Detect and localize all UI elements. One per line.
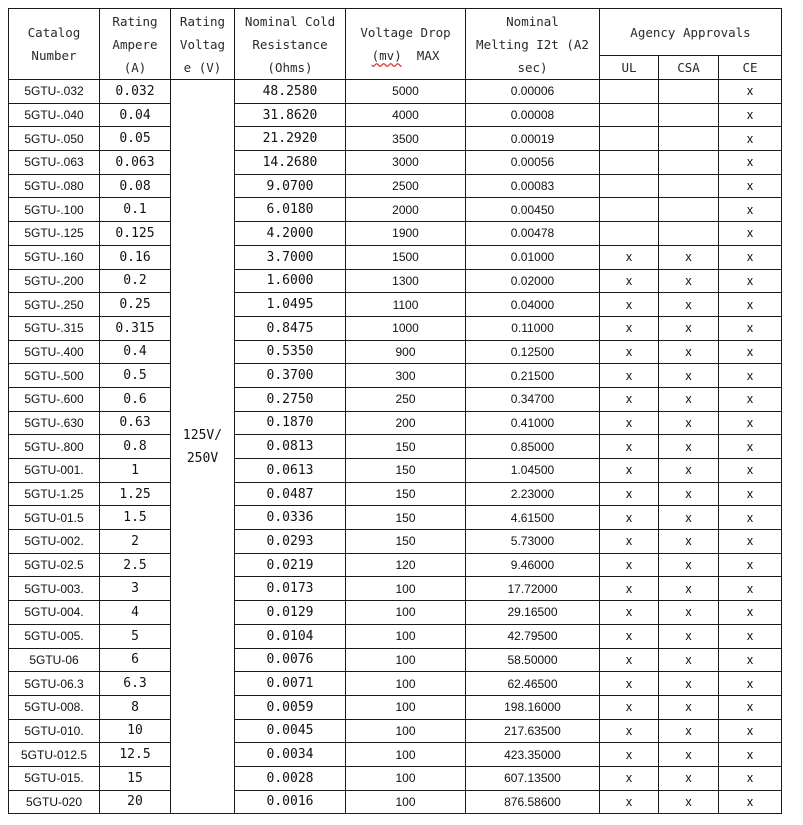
cold-resistance-cell: 0.0219 <box>235 553 346 577</box>
ce-approval-cell: x <box>719 743 782 767</box>
table-row <box>9 269 782 293</box>
rating-ampere-cell: 0.25 <box>100 293 171 317</box>
melting-cell: 4.61500 <box>466 506 600 530</box>
table-row <box>9 672 782 696</box>
catalog-number-cell: 5GTU-.050 <box>9 127 100 151</box>
catalog-number-cell: 5GTU-008. <box>9 695 100 719</box>
ce-approval-cell: x <box>719 648 782 672</box>
melting-cell: 876.58600 <box>466 790 600 814</box>
rating-ampere-cell: 12.5 <box>100 743 171 767</box>
rating-ampere-cell: 4 <box>100 601 171 625</box>
ce-approval-cell: x <box>719 103 782 127</box>
header-catalog-number: Catalog Number <box>9 9 100 80</box>
rating-ampere-cell: 10 <box>100 719 171 743</box>
ul-approval-cell: x <box>600 672 659 696</box>
csa-approval-cell: x <box>659 743 719 767</box>
ul-approval-cell <box>600 151 659 175</box>
catalog-number-cell: 5GTU-.250 <box>9 293 100 317</box>
catalog-number-cell: 5GTU-.800 <box>9 435 100 459</box>
catalog-number-cell: 5GTU-02.5 <box>9 553 100 577</box>
cold-resistance-cell: 48.2580 <box>235 80 346 104</box>
csa-approval-cell: x <box>659 459 719 483</box>
melting-cell: 0.00083 <box>466 174 600 198</box>
rating-ampere-cell: 0.032 <box>100 80 171 104</box>
catalog-number-cell: 5GTU-015. <box>9 766 100 790</box>
ce-approval-cell: x <box>719 672 782 696</box>
cold-resistance-cell: 14.2680 <box>235 151 346 175</box>
cold-resistance-cell: 0.0016 <box>235 790 346 814</box>
melting-cell: 0.02000 <box>466 269 600 293</box>
melting-cell: 0.00008 <box>466 103 600 127</box>
table-row <box>9 743 782 767</box>
melting-cell: 2.23000 <box>466 482 600 506</box>
csa-approval-cell <box>659 103 719 127</box>
table-row <box>9 648 782 672</box>
voltage-drop-cell: 1300 <box>346 269 466 293</box>
melting-cell: 9.46000 <box>466 553 600 577</box>
rating-ampere-cell: 15 <box>100 766 171 790</box>
melting-cell: 5.73000 <box>466 530 600 554</box>
voltage-drop-cell: 250 <box>346 387 466 411</box>
ce-approval-cell: x <box>719 198 782 222</box>
ce-approval-cell: x <box>719 482 782 506</box>
ul-approval-cell: x <box>600 340 659 364</box>
csa-approval-cell: x <box>659 293 719 317</box>
voltage-drop-cell: 100 <box>346 648 466 672</box>
table-row <box>9 790 782 814</box>
cold-resistance-cell: 0.0071 <box>235 672 346 696</box>
rating-ampere-cell: 0.4 <box>100 340 171 364</box>
table-row <box>9 506 782 530</box>
table-row <box>9 245 782 269</box>
melting-cell: 0.01000 <box>466 245 600 269</box>
ul-approval-cell: x <box>600 506 659 530</box>
ul-approval-cell <box>600 80 659 104</box>
rating-ampere-cell: 0.6 <box>100 387 171 411</box>
catalog-number-cell: 5GTU-.200 <box>9 269 100 293</box>
table-row <box>9 435 782 459</box>
catalog-number-cell: 5GTU-001. <box>9 459 100 483</box>
catalog-number-cell: 5GTU-003. <box>9 577 100 601</box>
rating-ampere-cell: 1.5 <box>100 506 171 530</box>
catalog-number-cell: 5GTU-.630 <box>9 411 100 435</box>
csa-approval-cell <box>659 174 719 198</box>
rating-ampere-cell: 1.25 <box>100 482 171 506</box>
catalog-number-cell: 5GTU-.160 <box>9 245 100 269</box>
catalog-number-cell: 5GTU-012.5 <box>9 743 100 767</box>
rating-ampere-cell: 0.063 <box>100 151 171 175</box>
melting-cell: 17.72000 <box>466 577 600 601</box>
voltage-drop-cell: 100 <box>346 672 466 696</box>
voltage-drop-cell: 2000 <box>346 198 466 222</box>
melting-cell: 62.46500 <box>466 672 600 696</box>
table-row <box>9 577 782 601</box>
csa-approval-cell: x <box>659 506 719 530</box>
ce-approval-cell: x <box>719 269 782 293</box>
ul-approval-cell: x <box>600 269 659 293</box>
voltage-drop-cell: 100 <box>346 743 466 767</box>
cold-resistance-cell: 0.0076 <box>235 648 346 672</box>
csa-approval-cell: x <box>659 387 719 411</box>
melting-cell: 0.85000 <box>466 435 600 459</box>
ce-approval-cell: x <box>719 316 782 340</box>
melting-cell: 29.16500 <box>466 601 600 625</box>
cold-resistance-cell: 0.0059 <box>235 695 346 719</box>
voltage-drop-cell: 150 <box>346 459 466 483</box>
csa-approval-cell <box>659 198 719 222</box>
voltage-drop-unit: (mv) <box>371 48 402 63</box>
voltage-drop-cell: 2500 <box>346 174 466 198</box>
ul-approval-cell: x <box>600 530 659 554</box>
rating-ampere-cell: 0.16 <box>100 245 171 269</box>
table-row <box>9 80 782 104</box>
rating-ampere-cell: 6.3 <box>100 672 171 696</box>
voltage-drop-cell: 100 <box>346 601 466 625</box>
ul-approval-cell: x <box>600 553 659 577</box>
ce-approval-cell: x <box>719 411 782 435</box>
voltage-drop-cell: 3500 <box>346 127 466 151</box>
cold-resistance-cell: 9.0700 <box>235 174 346 198</box>
csa-approval-cell: x <box>659 719 719 743</box>
melting-cell: 0.00056 <box>466 151 600 175</box>
ce-approval-cell: x <box>719 553 782 577</box>
cold-resistance-cell: 0.0613 <box>235 459 346 483</box>
table-row <box>9 624 782 648</box>
ul-approval-cell: x <box>600 601 659 625</box>
melting-cell: 0.00478 <box>466 222 600 246</box>
ul-approval-cell: x <box>600 364 659 388</box>
ul-approval-cell <box>600 103 659 127</box>
catalog-number-cell: 5GTU-.600 <box>9 387 100 411</box>
ul-approval-cell <box>600 198 659 222</box>
catalog-number-cell: 5GTU-.500 <box>9 364 100 388</box>
table-row <box>9 459 782 483</box>
rating-ampere-cell: 0.2 <box>100 269 171 293</box>
header-rating-voltage: Rating Voltag e (V) <box>171 9 235 80</box>
voltage-drop-cell: 5000 <box>346 80 466 104</box>
header-voltage-drop: Voltage Drop (mv) MAX <box>346 9 466 80</box>
rating-ampere-cell: 0.5 <box>100 364 171 388</box>
ce-approval-cell: x <box>719 127 782 151</box>
ul-approval-cell: x <box>600 766 659 790</box>
voltage-drop-cell: 900 <box>346 340 466 364</box>
csa-approval-cell <box>659 127 719 151</box>
rating-ampere-cell: 2.5 <box>100 553 171 577</box>
csa-approval-cell: x <box>659 648 719 672</box>
catalog-number-cell: 5GTU-004. <box>9 601 100 625</box>
csa-approval-cell: x <box>659 624 719 648</box>
catalog-number-cell: 5GTU-.400 <box>9 340 100 364</box>
ul-approval-cell: x <box>600 648 659 672</box>
ce-approval-cell: x <box>719 719 782 743</box>
ce-approval-cell: x <box>719 766 782 790</box>
ce-approval-cell: x <box>719 80 782 104</box>
ul-approval-cell: x <box>600 743 659 767</box>
ce-approval-cell: x <box>719 387 782 411</box>
voltage-drop-cell: 1900 <box>346 222 466 246</box>
ce-approval-cell: x <box>719 340 782 364</box>
ce-approval-cell: x <box>719 435 782 459</box>
voltage-drop-cell: 3000 <box>346 151 466 175</box>
cold-resistance-cell: 0.0336 <box>235 506 346 530</box>
csa-approval-cell: x <box>659 340 719 364</box>
header-rating-ampere: Rating Ampere (A) <box>100 9 171 80</box>
rating-ampere-cell: 20 <box>100 790 171 814</box>
rating-ampere-cell: 0.04 <box>100 103 171 127</box>
voltage-drop-cell: 1000 <box>346 316 466 340</box>
voltage-drop-max: MAX <box>416 48 440 63</box>
table-row <box>9 198 782 222</box>
catalog-number-cell: 5GTU-005. <box>9 624 100 648</box>
csa-approval-cell <box>659 151 719 175</box>
cold-resistance-cell: 0.0487 <box>235 482 346 506</box>
ul-approval-cell: x <box>600 624 659 648</box>
cold-resistance-cell: 0.1870 <box>235 411 346 435</box>
csa-approval-cell: x <box>659 411 719 435</box>
ce-approval-cell: x <box>719 577 782 601</box>
catalog-number-cell: 5GTU-01.5 <box>9 506 100 530</box>
ul-approval-cell: x <box>600 719 659 743</box>
voltage-drop-cell: 300 <box>346 364 466 388</box>
csa-approval-cell: x <box>659 577 719 601</box>
rating-ampere-cell: 0.05 <box>100 127 171 151</box>
table-row <box>9 103 782 127</box>
ul-approval-cell <box>600 174 659 198</box>
ce-approval-cell: x <box>719 530 782 554</box>
csa-approval-cell: x <box>659 364 719 388</box>
cold-resistance-cell: 0.0293 <box>235 530 346 554</box>
csa-approval-cell: x <box>659 245 719 269</box>
rating-ampere-cell: 3 <box>100 577 171 601</box>
voltage-drop-cell: 1100 <box>346 293 466 317</box>
header-ce: CE <box>719 56 782 80</box>
ce-approval-cell: x <box>719 245 782 269</box>
rating-ampere-cell: 8 <box>100 695 171 719</box>
melting-cell: 0.12500 <box>466 340 600 364</box>
cold-resistance-cell: 0.0045 <box>235 719 346 743</box>
rating-ampere-cell: 0.8 <box>100 435 171 459</box>
cold-resistance-cell: 0.5350 <box>235 340 346 364</box>
ul-approval-cell: x <box>600 245 659 269</box>
catalog-number-cell: 5GTU-002. <box>9 530 100 554</box>
csa-approval-cell <box>659 222 719 246</box>
table-row <box>9 766 782 790</box>
voltage-drop-cell: 100 <box>346 624 466 648</box>
melting-cell: 42.79500 <box>466 624 600 648</box>
table-row <box>9 411 782 435</box>
ce-approval-cell: x <box>719 790 782 814</box>
cold-resistance-cell: 6.0180 <box>235 198 346 222</box>
rating-ampere-cell: 0.1 <box>100 198 171 222</box>
ce-approval-cell: x <box>719 624 782 648</box>
melting-cell: 0.00450 <box>466 198 600 222</box>
catalog-number-cell: 5GTU-010. <box>9 719 100 743</box>
csa-approval-cell: x <box>659 316 719 340</box>
catalog-number-cell: 5GTU-.032 <box>9 80 100 104</box>
melting-cell: 423.35000 <box>466 743 600 767</box>
voltage-drop-cell: 150 <box>346 482 466 506</box>
table-row <box>9 293 782 317</box>
fuse-spec-table <box>8 8 782 814</box>
ul-approval-cell: x <box>600 459 659 483</box>
ul-approval-cell: x <box>600 411 659 435</box>
voltage-drop-cell: 150 <box>346 506 466 530</box>
voltage-drop-cell: 120 <box>346 553 466 577</box>
table-row <box>9 601 782 625</box>
voltage-drop-cell: 100 <box>346 577 466 601</box>
ul-approval-cell: x <box>600 293 659 317</box>
ul-approval-cell: x <box>600 435 659 459</box>
table-row <box>9 695 782 719</box>
cold-resistance-cell: 0.0034 <box>235 743 346 767</box>
table-row <box>9 340 782 364</box>
csa-approval-cell: x <box>659 435 719 459</box>
rating-voltage-cell: 125V/ 250V <box>171 80 235 814</box>
rating-ampere-cell: 6 <box>100 648 171 672</box>
cold-resistance-cell: 0.2750 <box>235 387 346 411</box>
table-body <box>9 80 782 814</box>
table-row <box>9 553 782 577</box>
melting-cell: 0.34700 <box>466 387 600 411</box>
csa-approval-cell: x <box>659 790 719 814</box>
catalog-number-cell: 5GTU-020 <box>9 790 100 814</box>
voltage-drop-cell: 100 <box>346 790 466 814</box>
melting-cell: 1.04500 <box>466 459 600 483</box>
voltage-drop-cell: 100 <box>346 766 466 790</box>
header-ul: UL <box>600 56 659 80</box>
ul-approval-cell: x <box>600 695 659 719</box>
cold-resistance-cell: 4.2000 <box>235 222 346 246</box>
csa-approval-cell: x <box>659 672 719 696</box>
table-row <box>9 530 782 554</box>
table-row <box>9 127 782 151</box>
csa-approval-cell: x <box>659 695 719 719</box>
ce-approval-cell: x <box>719 151 782 175</box>
ce-approval-cell: x <box>719 364 782 388</box>
ul-approval-cell <box>600 222 659 246</box>
voltage-drop-cell: 150 <box>346 435 466 459</box>
cold-resistance-cell: 0.0813 <box>235 435 346 459</box>
ce-approval-cell: x <box>719 293 782 317</box>
rating-ampere-cell: 0.315 <box>100 316 171 340</box>
ce-approval-cell: x <box>719 695 782 719</box>
header-csa: CSA <box>659 56 719 80</box>
csa-approval-cell: x <box>659 269 719 293</box>
header-cold-resistance: Nominal Cold Resistance (Ohms) <box>235 9 346 80</box>
ce-approval-cell: x <box>719 222 782 246</box>
catalog-number-cell: 5GTU-.080 <box>9 174 100 198</box>
ce-approval-cell: x <box>719 601 782 625</box>
melting-cell: 0.41000 <box>466 411 600 435</box>
table-row <box>9 482 782 506</box>
table-row <box>9 719 782 743</box>
rating-ampere-cell: 2 <box>100 530 171 554</box>
catalog-number-cell: 5GTU-.063 <box>9 151 100 175</box>
melting-cell: 217.63500 <box>466 719 600 743</box>
cold-resistance-cell: 21.2920 <box>235 127 346 151</box>
table-row <box>9 316 782 340</box>
melting-cell: 0.21500 <box>466 364 600 388</box>
cold-resistance-cell: 31.8620 <box>235 103 346 127</box>
ul-approval-cell: x <box>600 316 659 340</box>
table-row <box>9 364 782 388</box>
cold-resistance-cell: 0.3700 <box>235 364 346 388</box>
melting-cell: 0.11000 <box>466 316 600 340</box>
csa-approval-cell: x <box>659 601 719 625</box>
header-melting: Nominal Melting I2t (A2 sec) <box>466 9 600 80</box>
catalog-number-cell: 5GTU-06 <box>9 648 100 672</box>
csa-approval-cell: x <box>659 530 719 554</box>
ce-approval-cell: x <box>719 459 782 483</box>
catalog-number-cell: 5GTU-.100 <box>9 198 100 222</box>
rating-ampere-cell: 1 <box>100 459 171 483</box>
melting-cell: 0.00006 <box>466 80 600 104</box>
ul-approval-cell: x <box>600 577 659 601</box>
csa-approval-cell: x <box>659 482 719 506</box>
ce-approval-cell: x <box>719 174 782 198</box>
table-row <box>9 174 782 198</box>
catalog-number-cell: 5GTU-.040 <box>9 103 100 127</box>
ul-approval-cell: x <box>600 482 659 506</box>
rating-ampere-cell: 0.125 <box>100 222 171 246</box>
cold-resistance-cell: 3.7000 <box>235 245 346 269</box>
melting-cell: 58.50000 <box>466 648 600 672</box>
catalog-number-cell: 5GTU-1.25 <box>9 482 100 506</box>
ul-approval-cell: x <box>600 387 659 411</box>
cold-resistance-cell: 0.0028 <box>235 766 346 790</box>
table-row <box>9 387 782 411</box>
cold-resistance-cell: 0.8475 <box>235 316 346 340</box>
catalog-number-cell: 5GTU-.125 <box>9 222 100 246</box>
voltage-drop-cell: 150 <box>346 530 466 554</box>
voltage-drop-cell: 100 <box>346 719 466 743</box>
table-row <box>9 151 782 175</box>
csa-approval-cell: x <box>659 766 719 790</box>
melting-cell: 607.13500 <box>466 766 600 790</box>
table-row <box>9 222 782 246</box>
voltage-drop-cell: 100 <box>346 695 466 719</box>
cold-resistance-cell: 0.0104 <box>235 624 346 648</box>
cold-resistance-cell: 0.0129 <box>235 601 346 625</box>
rating-ampere-cell: 0.63 <box>100 411 171 435</box>
melting-cell: 198.16000 <box>466 695 600 719</box>
ul-approval-cell <box>600 127 659 151</box>
catalog-number-cell: 5GTU-06.3 <box>9 672 100 696</box>
cold-resistance-cell: 0.0173 <box>235 577 346 601</box>
cold-resistance-cell: 1.6000 <box>235 269 346 293</box>
catalog-number-cell: 5GTU-.315 <box>9 316 100 340</box>
csa-approval-cell: x <box>659 553 719 577</box>
rating-ampere-cell: 0.08 <box>100 174 171 198</box>
header-agency-approvals: Agency Approvals <box>600 9 782 56</box>
melting-cell: 0.00019 <box>466 127 600 151</box>
ul-approval-cell: x <box>600 790 659 814</box>
cold-resistance-cell: 1.0495 <box>235 293 346 317</box>
rating-ampere-cell: 5 <box>100 624 171 648</box>
voltage-drop-cell: 1500 <box>346 245 466 269</box>
ce-approval-cell: x <box>719 506 782 530</box>
voltage-drop-cell: 4000 <box>346 103 466 127</box>
melting-cell: 0.04000 <box>466 293 600 317</box>
csa-approval-cell <box>659 80 719 104</box>
voltage-drop-cell: 200 <box>346 411 466 435</box>
